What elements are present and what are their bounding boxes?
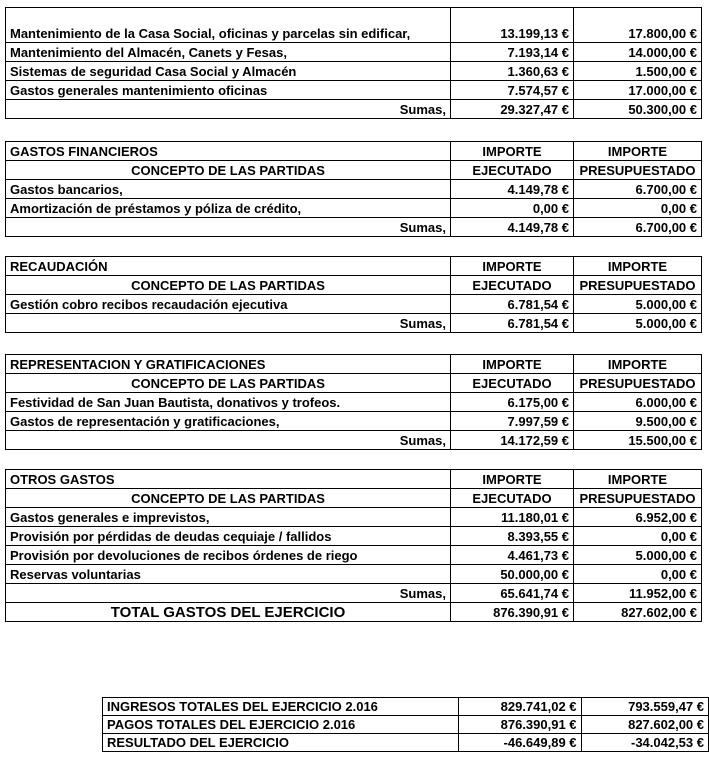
ejecutado-cell: 11.180,01 €	[451, 508, 574, 527]
ejecutado-cell: 6.781,54 €	[451, 295, 574, 314]
sum-label: Sumas,	[6, 584, 451, 603]
ejecutado-cell: 7.574,57 €	[451, 81, 574, 100]
concept-cell: Mantenimiento de la Casa Social, oficinas y parcelas sin edificar,	[6, 8, 451, 43]
resumen-presupuestado: 793.559,47 €	[581, 698, 708, 716]
header-concept: CONCEPTO DE LAS PARTIDAS	[6, 276, 451, 295]
sum-row	[6, 100, 702, 119]
table-row	[6, 412, 702, 431]
ejecutado-cell: 4.461,73 €	[451, 546, 574, 565]
concept-cell: Reservas voluntarias	[6, 565, 451, 584]
header-importe: IMPORTE	[574, 257, 702, 276]
section-title-row	[6, 355, 702, 374]
concept-cell: Amortización de préstamos y póliza de crédito,	[6, 199, 451, 218]
recaudacion-table	[5, 256, 702, 333]
sum-label: Sumas,	[6, 100, 451, 119]
concept-cell: Mantenimiento del Almacén, Canets y Fesas,	[6, 43, 451, 62]
concept-cell: Sistemas de seguridad Casa Social y Almacén	[6, 62, 451, 81]
sum-ejecutado: 6.781,54 €	[451, 314, 574, 333]
header-importe: IMPORTE	[574, 470, 702, 489]
concept-cell: Provisión por pérdidas de deudas cequiaje / fallidos	[6, 527, 451, 546]
section-title: OTROS GASTOS	[6, 470, 451, 489]
total-label: TOTAL GASTOS DEL EJERCICIO	[6, 603, 451, 622]
concept-cell: Provisión por devoluciones de recibos órdenes de riego	[6, 546, 451, 565]
header-row	[6, 276, 702, 295]
sum-presupuestado: 5.000,00 €	[574, 314, 702, 333]
presupuestado-cell: 9.500,00 €	[574, 412, 702, 431]
header-ejecutado: EJECUTADO	[451, 276, 574, 295]
resumen-label: PAGOS TOTALES DEL EJERCICIO 2.016	[103, 716, 459, 734]
total-presupuestado: 827.602,00 €	[574, 603, 702, 622]
otros-table	[5, 469, 702, 622]
sum-row	[6, 314, 702, 333]
resumen-ejecutado: 829.741,02 €	[459, 698, 582, 716]
presupuestado-cell: 0,00 €	[574, 565, 702, 584]
header-importe: IMPORTE	[574, 142, 702, 161]
presupuestado-cell: 17.000,00 €	[574, 81, 702, 100]
table-row	[6, 180, 702, 199]
sum-ejecutado: 14.172,59 €	[451, 431, 574, 450]
table-row	[6, 199, 702, 218]
ejecutado-cell: 6.175,00 €	[451, 393, 574, 412]
ejecutado-cell: 8.393,55 €	[451, 527, 574, 546]
header-presupuestado: PRESUPUESTADO	[574, 374, 702, 393]
table-row	[6, 81, 702, 100]
sum-ejecutado: 65.641,74 €	[451, 584, 574, 603]
table-row	[6, 546, 702, 565]
concept-cell: Gastos de representación y gratificaciones,	[6, 412, 451, 431]
resumen-table	[102, 697, 709, 752]
resumen-ejecutado: 876.390,91 €	[459, 716, 582, 734]
presupuestado-cell: 14.000,00 €	[574, 43, 702, 62]
concept-cell: Gastos generales mantenimiento oficinas	[6, 81, 451, 100]
representacion-table	[5, 354, 702, 450]
header-row	[6, 489, 702, 508]
sum-presupuestado: 50.300,00 €	[574, 100, 702, 119]
section-title-row	[6, 257, 702, 276]
header-concept: CONCEPTO DE LAS PARTIDAS	[6, 489, 451, 508]
presupuestado-cell: 5.000,00 €	[574, 546, 702, 565]
ejecutado-cell: 0,00 €	[451, 199, 574, 218]
header-importe: IMPORTE	[451, 355, 574, 374]
resumen-presupuestado: -34.042,53 €	[581, 734, 708, 752]
resumen-label: INGRESOS TOTALES DEL EJERCICIO 2.016	[103, 698, 459, 716]
section-title-row	[6, 470, 702, 489]
header-presupuestado: PRESUPUESTADO	[574, 276, 702, 295]
ejecutado-cell: 7.193,14 €	[451, 43, 574, 62]
financieros-table	[5, 141, 702, 237]
sum-label: Sumas,	[6, 314, 451, 333]
ejecutado-cell: 50.000,00 €	[451, 565, 574, 584]
presupuestado-cell: 6.700,00 €	[574, 180, 702, 199]
ejecutado-cell: 1.360,63 €	[451, 62, 574, 81]
section-title: RECAUDACIÓN	[6, 257, 451, 276]
ejecutado-cell: 7.997,59 €	[451, 412, 574, 431]
section-title-row	[6, 142, 702, 161]
header-ejecutado: EJECUTADO	[451, 374, 574, 393]
table-row	[103, 716, 709, 734]
header-importe: IMPORTE	[574, 355, 702, 374]
table-row	[6, 508, 702, 527]
table-row	[6, 565, 702, 584]
header-presupuestado: PRESUPUESTADO	[574, 161, 702, 180]
ejecutado-cell: 13.199,13 €	[451, 8, 574, 43]
header-importe: IMPORTE	[451, 470, 574, 489]
header-row	[6, 161, 702, 180]
header-concept: CONCEPTO DE LAS PARTIDAS	[6, 374, 451, 393]
sum-presupuestado: 11.952,00 €	[574, 584, 702, 603]
resumen-label: RESULTADO DEL EJERCICIO	[103, 734, 459, 752]
sum-row	[6, 218, 702, 237]
table-row	[6, 295, 702, 314]
table-row	[6, 62, 702, 81]
section-title: GASTOS FINANCIEROS	[6, 142, 451, 161]
header-importe: IMPORTE	[451, 257, 574, 276]
table-row	[6, 393, 702, 412]
presupuestado-cell: 5.000,00 €	[574, 295, 702, 314]
presupuestado-cell: 1.500,00 €	[574, 62, 702, 81]
sum-presupuestado: 15.500,00 €	[574, 431, 702, 450]
header-ejecutado: EJECUTADO	[451, 161, 574, 180]
header-row	[6, 374, 702, 393]
mantenimiento-table	[5, 7, 702, 119]
concept-cell: Gastos generales e imprevistos,	[6, 508, 451, 527]
presupuestado-cell: 17.800,00 €	[574, 8, 702, 43]
ejecutado-cell: 4.149,78 €	[451, 180, 574, 199]
header-ejecutado: EJECUTADO	[451, 489, 574, 508]
presupuestado-cell: 0,00 €	[574, 527, 702, 546]
sum-row	[6, 431, 702, 450]
concept-cell: Gastos bancarios,	[6, 180, 451, 199]
sum-ejecutado: 4.149,78 €	[451, 218, 574, 237]
table-row	[103, 734, 709, 752]
sum-label: Sumas,	[6, 218, 451, 237]
presupuestado-cell: 0,00 €	[574, 199, 702, 218]
presupuestado-cell: 6.952,00 €	[574, 508, 702, 527]
table-row	[6, 43, 702, 62]
sum-presupuestado: 6.700,00 €	[574, 218, 702, 237]
presupuestado-cell: 6.000,00 €	[574, 393, 702, 412]
sum-label: Sumas,	[6, 431, 451, 450]
header-presupuestado: PRESUPUESTADO	[574, 489, 702, 508]
table-row	[6, 527, 702, 546]
resumen-presupuestado: 827.602,00 €	[581, 716, 708, 734]
sum-row	[6, 584, 702, 603]
resumen-ejecutado: -46.649,89 €	[459, 734, 582, 752]
total-row	[6, 603, 702, 622]
sum-ejecutado: 29.327,47 €	[451, 100, 574, 119]
table-row	[103, 698, 709, 716]
header-importe: IMPORTE	[451, 142, 574, 161]
concept-cell: Festividad de San Juan Bautista, donativos y trofeos.	[6, 393, 451, 412]
header-concept: CONCEPTO DE LAS PARTIDAS	[6, 161, 451, 180]
total-ejecutado: 876.390,91 €	[451, 603, 574, 622]
concept-cell: Gestión cobro recibos recaudación ejecutiva	[6, 295, 451, 314]
table-row	[6, 8, 702, 43]
section-title: REPRESENTACION Y GRATIFICACIONES	[6, 355, 451, 374]
